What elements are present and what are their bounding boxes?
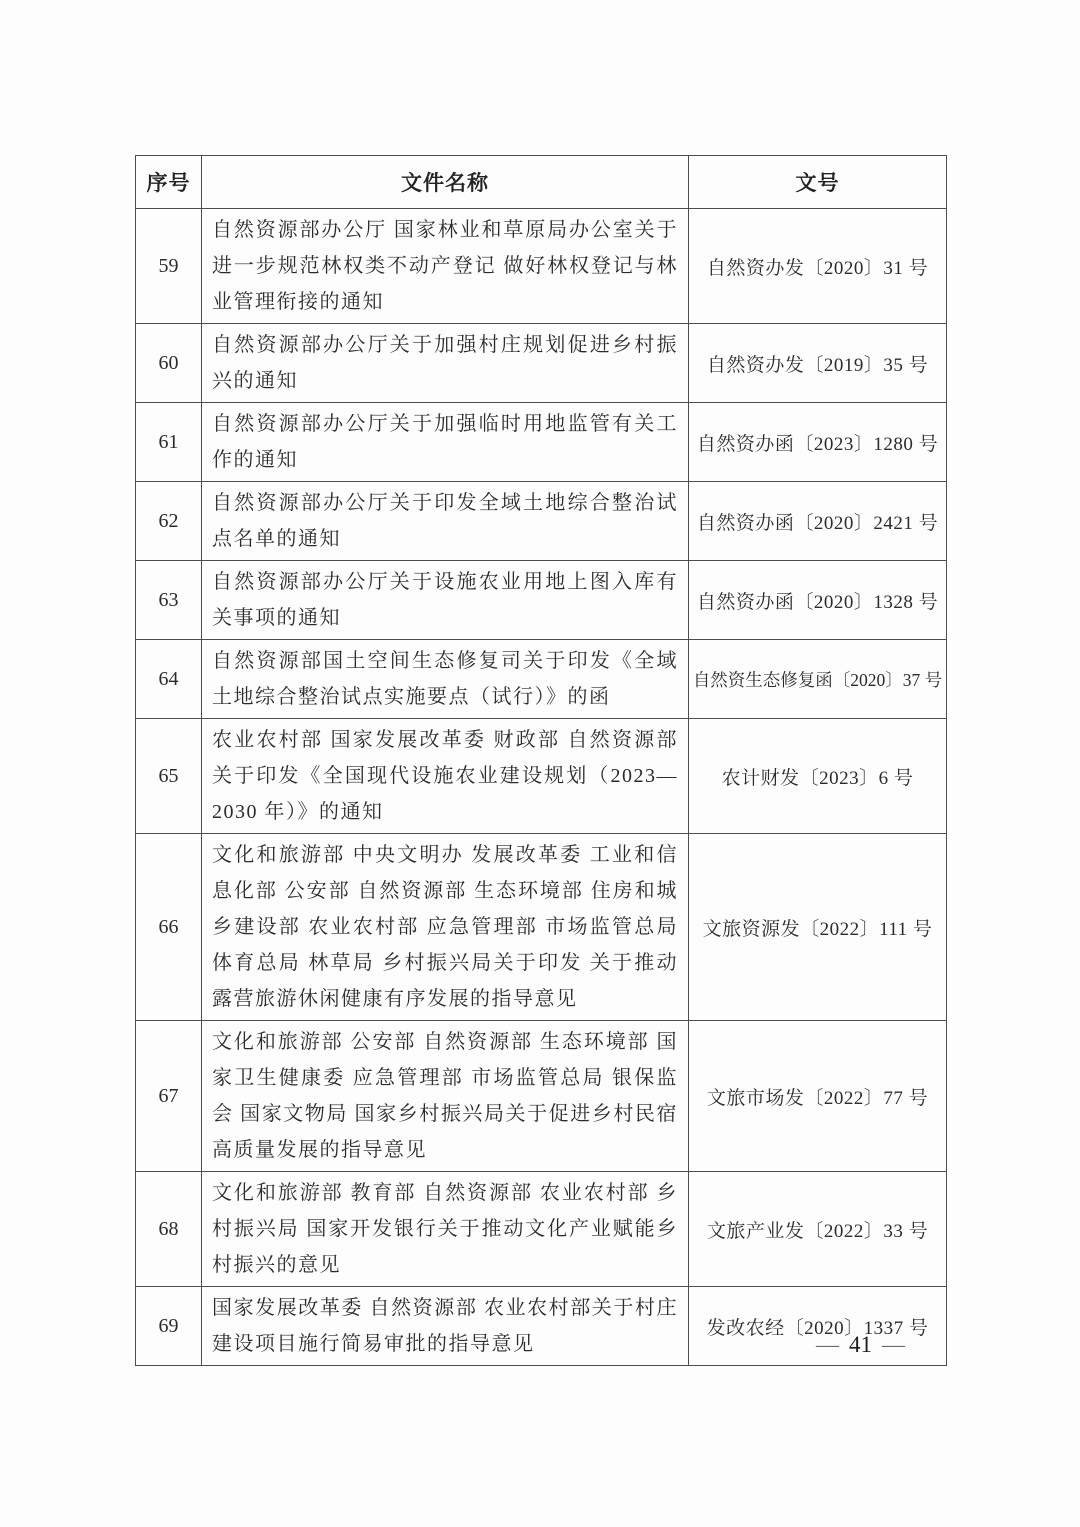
file-name: 自然资源部办公厅关于加强村庄规划促进乡村振兴的通知 xyxy=(202,324,689,403)
footer-dash-right: — xyxy=(882,1332,905,1357)
serial-number: 60 xyxy=(136,324,202,403)
table-row xyxy=(136,1172,947,1287)
file-name: 自然资源部国土空间生态修复司关于印发《全域土地综合整治试点实施要点（试行）》的函 xyxy=(202,640,689,719)
header-serial-number: 序号 xyxy=(136,156,202,209)
serial-number: 61 xyxy=(136,403,202,482)
file-name: 文化和旅游部 教育部 自然资源部 农业农村部 乡村振兴局 国家开发银行关于推动文化产业赋能乡村振兴的意见 xyxy=(202,1172,689,1287)
serial-number: 63 xyxy=(136,561,202,640)
serial-number: 59 xyxy=(136,209,202,324)
doc-number: 自然资办函〔2020〕1328 号 xyxy=(689,561,947,640)
doc-number: 自然资办函〔2023〕1280 号 xyxy=(689,403,947,482)
table-row xyxy=(136,324,947,403)
doc-number: 文旅产业发〔2022〕33 号 xyxy=(689,1172,947,1287)
file-name: 文化和旅游部 中央文明办 发展改革委 工业和信息化部 公安部 自然资源部 生态环境部 住房和城乡建设部 农业农村部 应急管理部 市场监管总局 体育总局 林草局 乡村振兴局关于印发 关于推动露营旅游休闲健康有序发展的指导意见 xyxy=(202,834,689,1021)
header-doc-number: 文号 xyxy=(689,156,947,209)
table-row xyxy=(136,1021,947,1172)
table-row xyxy=(136,719,947,834)
page-footer xyxy=(816,1332,905,1358)
table-header-row xyxy=(136,156,947,209)
doc-number: 自然资办函〔2020〕2421 号 xyxy=(689,482,947,561)
file-name: 自然资源部办公厅 国家林业和草原局办公室关于进一步规范林权类不动产登记 做好林权登记与林业管理衔接的通知 xyxy=(202,209,689,324)
serial-number: 65 xyxy=(136,719,202,834)
file-name: 自然资源部办公厅关于加强临时用地监管有关工作的通知 xyxy=(202,403,689,482)
doc-number: 自然资办发〔2020〕31 号 xyxy=(689,209,947,324)
file-name: 国家发展改革委 自然资源部 农业农村部关于村庄建设项目施行简易审批的指导意见 xyxy=(202,1287,689,1366)
serial-number: 69 xyxy=(136,1287,202,1366)
serial-number: 67 xyxy=(136,1021,202,1172)
doc-number: 文旅资源发〔2022〕111 号 xyxy=(689,834,947,1021)
table-row xyxy=(136,403,947,482)
footer-dash-left: — xyxy=(816,1332,839,1357)
serial-number: 62 xyxy=(136,482,202,561)
serial-number: 66 xyxy=(136,834,202,1021)
file-name: 自然资源部办公厅关于印发全域土地综合整治试点名单的通知 xyxy=(202,482,689,561)
table-row xyxy=(136,640,947,719)
doc-number: 自然资办发〔2019〕35 号 xyxy=(689,324,947,403)
doc-number: 发改农经〔2020〕1337 号 xyxy=(689,1287,947,1366)
table-row xyxy=(136,561,947,640)
table-row xyxy=(136,482,947,561)
doc-number: 自然资生态修复函〔2020〕37 号 xyxy=(689,640,947,719)
table-row xyxy=(136,834,947,1021)
page-number: 41 xyxy=(849,1332,872,1357)
doc-number: 农计财发〔2023〕6 号 xyxy=(689,719,947,834)
file-name: 农业农村部 国家发展改革委 财政部 自然资源部关于印发《全国现代设施农业建设规划（2023—2030 年）》的通知 xyxy=(202,719,689,834)
doc-number: 文旅市场发〔2022〕77 号 xyxy=(689,1021,947,1172)
header-file-name: 文件名称 xyxy=(202,156,689,209)
file-name: 自然资源部办公厅关于设施农业用地上图入库有关事项的通知 xyxy=(202,561,689,640)
table-row xyxy=(136,209,947,324)
serial-number: 64 xyxy=(136,640,202,719)
serial-number: 68 xyxy=(136,1172,202,1287)
document-list-table xyxy=(135,155,947,1366)
file-name: 文化和旅游部 公安部 自然资源部 生态环境部 国家卫生健康委 应急管理部 市场监管总局 银保监会 国家文物局 国家乡村振兴局关于促进乡村民宿高质量发展的指导意见 xyxy=(202,1021,689,1172)
